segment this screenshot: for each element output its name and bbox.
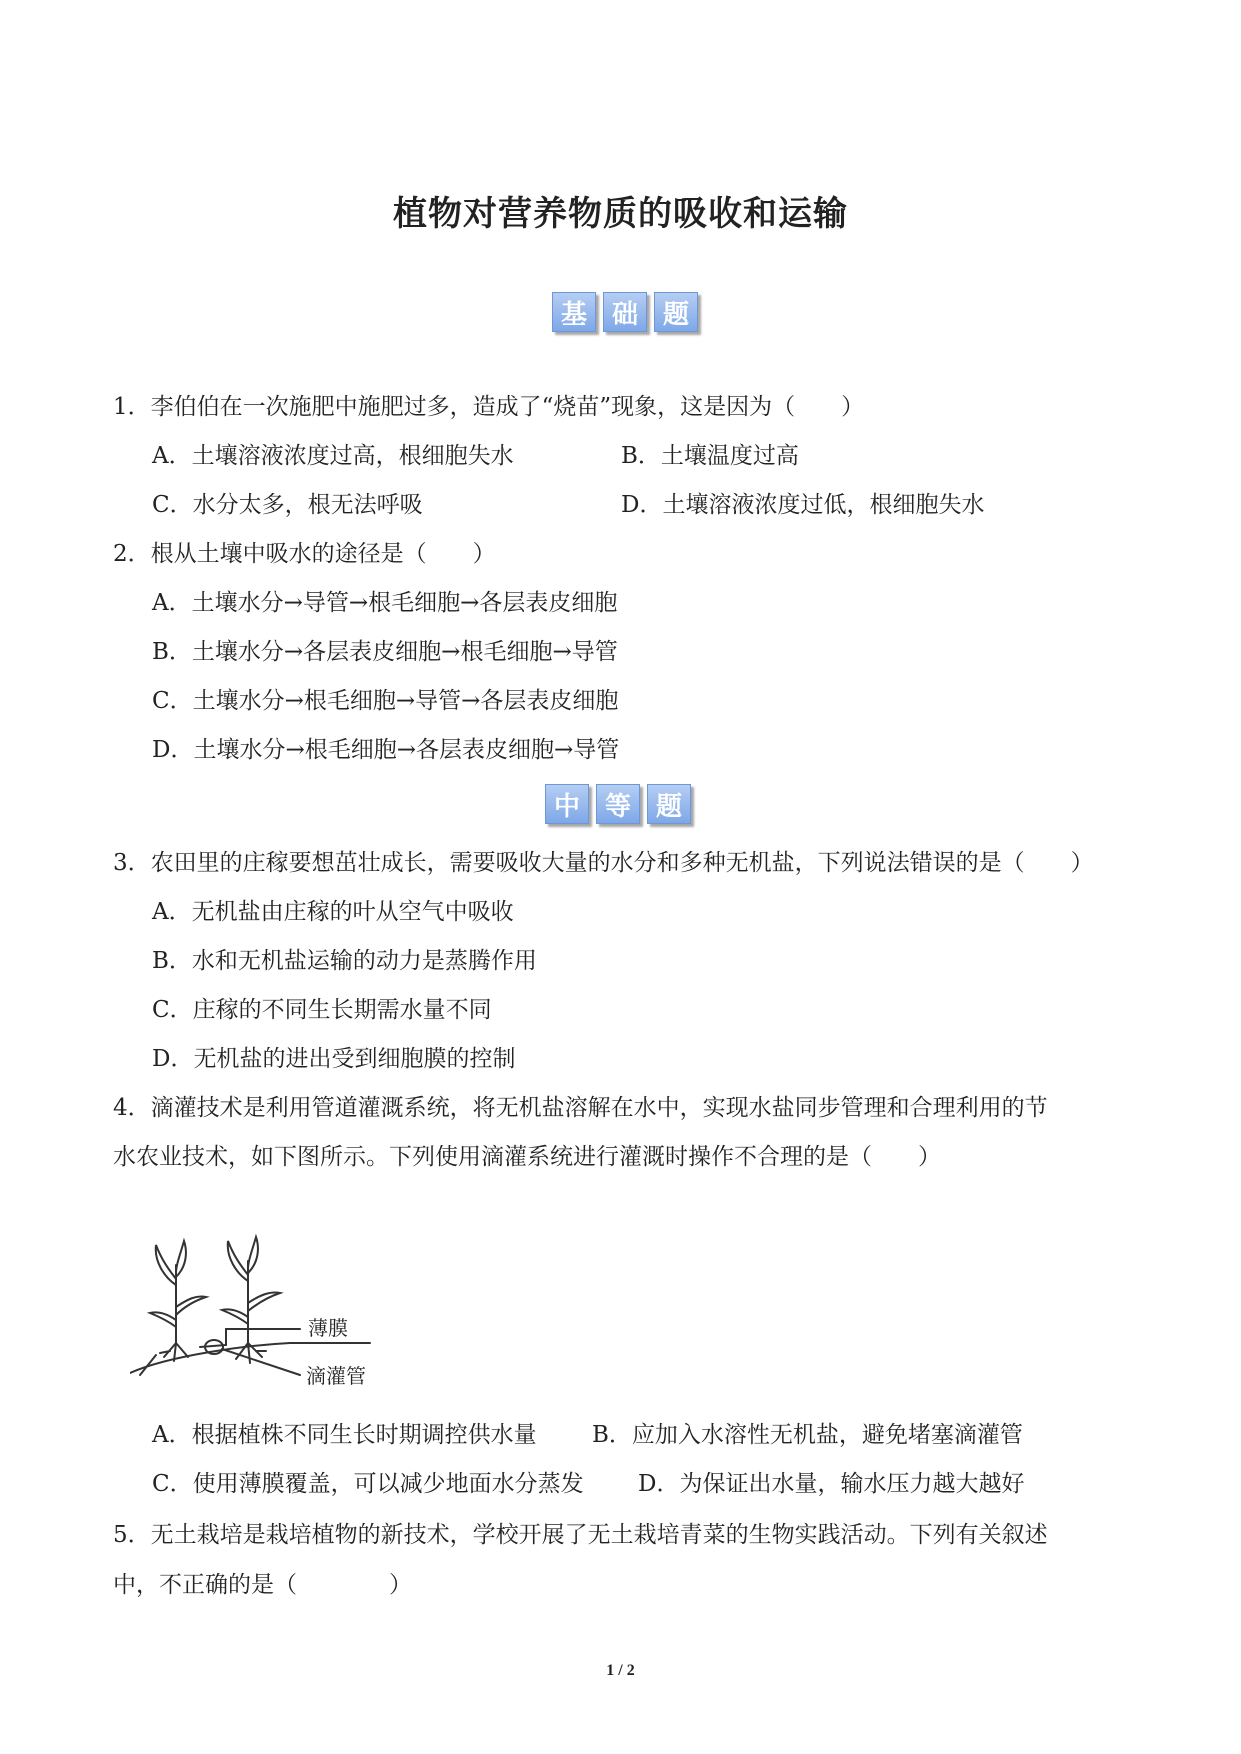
q3-option-b: B．水和无机盐运输的动力是蒸腾作用	[152, 948, 537, 974]
section-badge-medium	[545, 784, 691, 824]
badge-char: 题	[654, 292, 698, 332]
page-title: 植物对营养物质的吸收和运输	[393, 194, 848, 234]
q1-option-d: D．土壤溶液浓度过低，根细胞失水	[621, 492, 985, 518]
label-film: 薄膜	[308, 1316, 348, 1340]
label-pipe: 滴灌管	[306, 1364, 366, 1385]
q3-option-c: C．庄稼的不同生长期需水量不同	[152, 997, 492, 1023]
badge-char: 中	[545, 784, 589, 824]
drip-irrigation-figure	[130, 1225, 420, 1385]
q4-stem-line2: 水农业技术，如下图所示。下列使用滴灌系统进行灌溉时操作不合理的是（ ）	[113, 1144, 941, 1170]
q2-option-d: D．土壤水分→根毛细胞→各层表皮细胞→导管	[152, 737, 620, 763]
badge-char: 等	[596, 784, 640, 824]
q2-option-c: C．土壤水分→根毛细胞→导管→各层表皮细胞	[152, 688, 619, 714]
q4-stem-line1: 4．滴灌技术是利用管道灌溉系统，将无机盐溶解在水中，实现水盐同步管理和合理利用的节	[113, 1095, 1048, 1121]
q1-stem: 1．李伯伯在一次施肥中施肥过多，造成了“烧苗”现象，这是因为（ ）	[113, 394, 865, 420]
q2-option-a: A．土壤水分→导管→根毛细胞→各层表皮细胞	[152, 590, 618, 616]
page-number: 1 / 2	[606, 1662, 635, 1679]
q3-option-a: A．无机盐由庄稼的叶从空气中吸收	[152, 899, 514, 925]
q2-option-b: B．土壤水分→各层表皮细胞→根毛细胞→导管	[152, 639, 618, 665]
q4-option-b: B．应加入水溶性无机盐，避免堵塞滴灌管	[592, 1422, 1023, 1448]
q2-stem: 2．根从土壤中吸水的途径是（ ）	[113, 541, 496, 567]
badge-char: 题	[647, 784, 691, 824]
q4-option-c: C．使用薄膜覆盖，可以减少地面水分蒸发	[152, 1471, 584, 1497]
badge-char: 基	[552, 292, 596, 332]
q3-option-d: D．无机盐的进出受到细胞膜的控制	[152, 1046, 516, 1072]
q4-option-d: D．为保证出水量，输水压力越大越好	[638, 1471, 1025, 1497]
q3-stem: 3．农田里的庄稼要想茁壮成长，需要吸收大量的水分和多种无机盐，下列说法错误的是（ ）	[113, 850, 1094, 876]
q5-stem-line1: 5．无土栽培是栽培植物的新技术，学校开展了无土栽培青菜的生物实践活动。下列有关叙述	[113, 1522, 1048, 1548]
q1-option-c: C．水分太多，根无法呼吸	[152, 492, 423, 518]
badge-char: 础	[603, 292, 647, 332]
section-badge-basic	[552, 292, 698, 332]
q4-option-a: A．根据植株不同生长时期调控供水量	[152, 1422, 537, 1448]
q1-option-a: A．土壤溶液浓度过高，根细胞失水	[152, 443, 514, 469]
q5-stem-line2: 中，不正确的是（ ）	[113, 1572, 412, 1598]
q1-option-b: B．土壤温度过高	[621, 443, 799, 469]
